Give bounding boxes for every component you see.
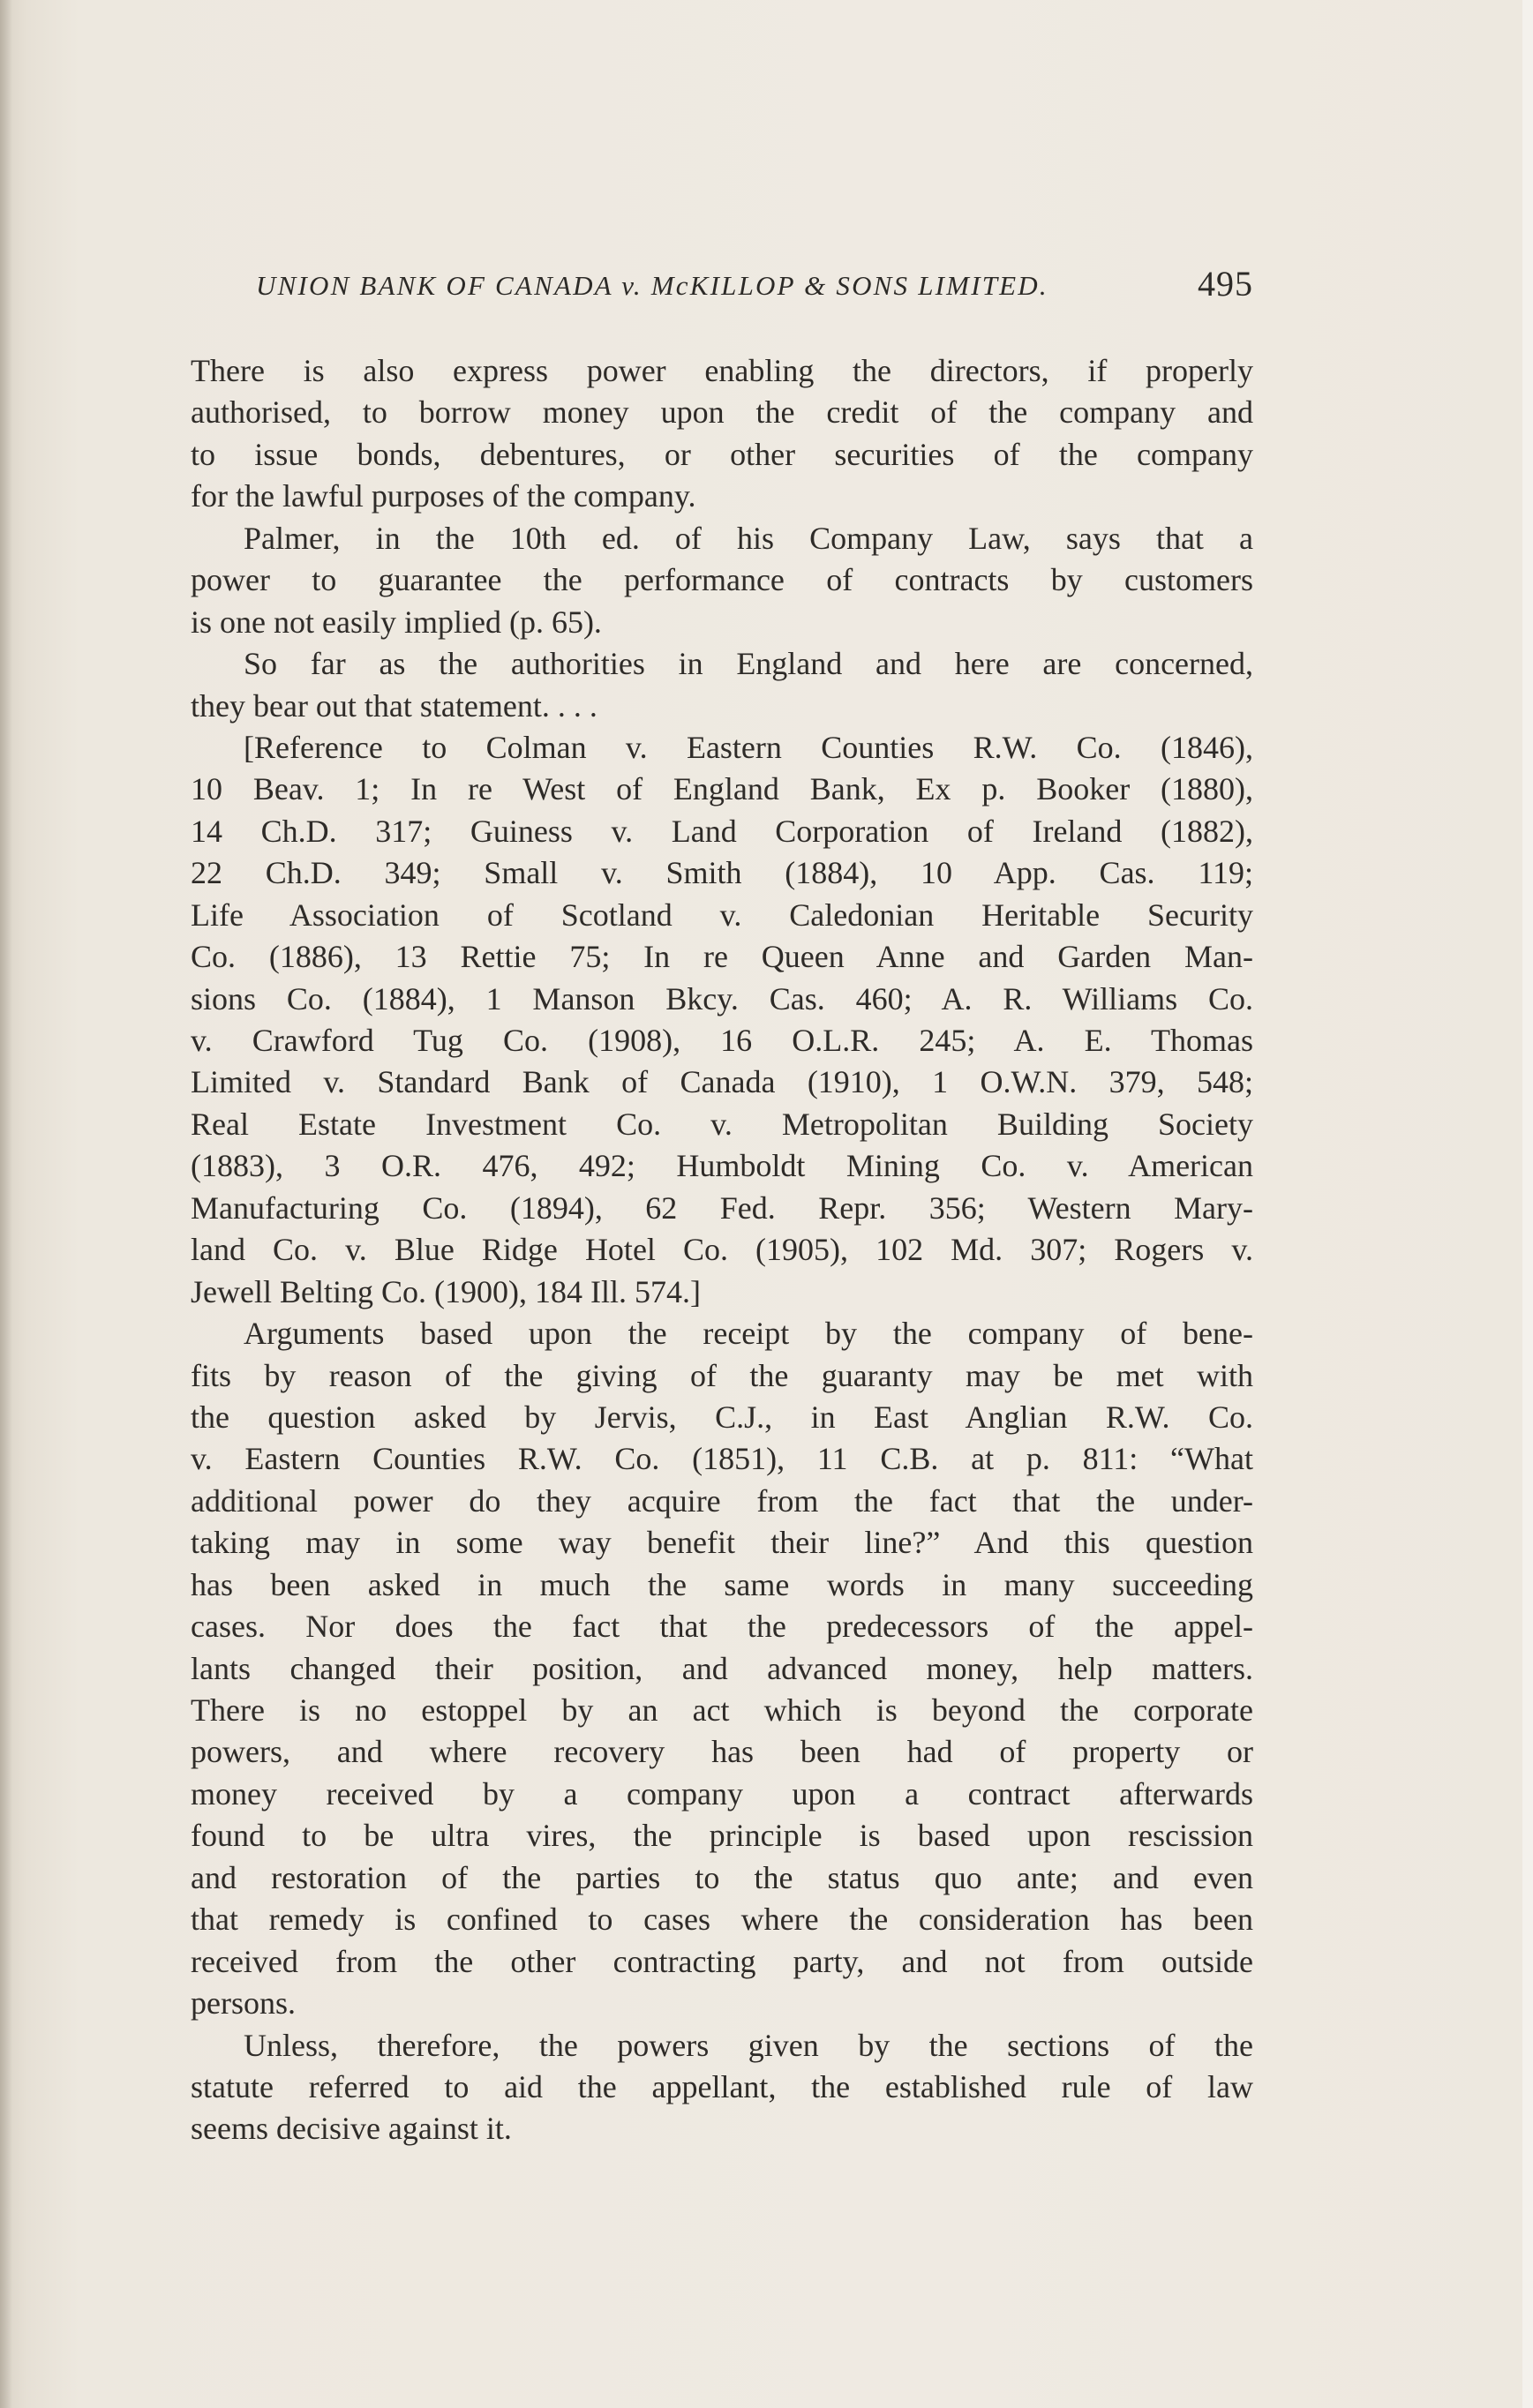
page-header xyxy=(256,263,1253,312)
text-line: v. Eastern Counties R.W. Co. (1851), 11 C.B. at p. 811: “What xyxy=(191,1441,1253,1477)
text-line: to issue bonds, debentures, or other securities of the company xyxy=(191,436,1253,472)
text-line: for the lawful purposes of the company. xyxy=(191,478,696,514)
text-line: Real Estate Investment Co. v. Metropolitan Building Society xyxy=(191,1106,1253,1142)
text-line: land Co. v. Blue Ridge Hotel Co. (1905), 102 Md. 307; Rogers v. xyxy=(191,1232,1253,1268)
text-line: they bear out that statement. . . . xyxy=(191,687,597,724)
text-line: So far as the authorities in England and here are concerned, xyxy=(244,646,1253,682)
paragraph-2 xyxy=(191,518,1253,643)
paragraph-6 xyxy=(191,2025,1253,2150)
paragraph-3 xyxy=(191,643,1253,727)
text-line: is one not easily implied (p. 65). xyxy=(191,604,602,640)
text-line: Unless, therefore, the powers given by the sections of the xyxy=(244,2027,1253,2063)
text-line: Co. (1886), 13 Rettie 75; In re Queen Anne and Garden Man- xyxy=(191,939,1253,975)
text-line: Palmer, in the 10th ed. of his Company Law, says that a xyxy=(244,520,1253,556)
text-line: power to guarantee the performance of contracts by customers xyxy=(191,562,1253,598)
text-line: 14 Ch.D. 317; Guiness v. Land Corporation of Ireland (1882), xyxy=(191,813,1253,849)
text-line: additional power do they acquire from the fact that the under- xyxy=(191,1482,1253,1519)
running-head: UNION BANK OF CANADA v. McKILLOP & SONS LIMITED. xyxy=(256,270,1048,301)
paragraph-4-references xyxy=(191,727,1253,1313)
text-line: received from the other contracting party, and not from outside xyxy=(191,1943,1253,1979)
text-line: powers, and where recovery has been had of property or xyxy=(191,1734,1253,1770)
text-line: Life Association of Scotland v. Caledonian Heritable Security xyxy=(191,896,1253,933)
spine-shadow xyxy=(0,0,12,2408)
text-line: cases. Nor does the fact that the predecessors of the appel- xyxy=(191,1609,1253,1645)
text-line: Jewell Belting Co. (1900), 184 Ill. 574.] xyxy=(191,1273,701,1309)
page-edge xyxy=(1522,0,1533,2408)
text-line: Arguments based upon the receipt by the company of bene- xyxy=(244,1316,1253,1352)
text-line: money received by a company upon a contract afterwards xyxy=(191,1775,1253,1812)
text-line: has been asked in much the same words in many succeeding xyxy=(191,1566,1253,1602)
text-line: [Reference to Colman v. Eastern Counties R.W. Co. (1846), xyxy=(244,729,1253,765)
text-line: 10 Beav. 1; In re West of England Bank, Ex p. Booker (1880), xyxy=(191,771,1253,807)
text-line: and restoration of the parties to the status quo ante; and even xyxy=(191,1859,1253,1895)
text-line: lants changed their position, and advanced money, help matters. xyxy=(191,1650,1253,1686)
text-line: the question asked by Jervis, C.J., in East Anglian R.W. Co. xyxy=(191,1399,1253,1435)
text-line: persons. xyxy=(191,1985,296,2022)
text-line: (1883), 3 O.R. 476, 492; Humboldt Mining Co. v. American xyxy=(191,1148,1253,1184)
text-line: v. Crawford Tug Co. (1908), 16 O.L.R. 245; A. E. Thomas xyxy=(191,1023,1253,1058)
text-line: statute referred to aid the appellant, the established rule of law xyxy=(191,2068,1253,2104)
text-line: authorised, to borrow money upon the credit of the company and xyxy=(191,394,1253,431)
text-line: There is also express power enabling the directors, if properly xyxy=(191,353,1253,388)
text-line: Limited v. Standard Bank of Canada (1910), 1 O.W.N. 379, 548; xyxy=(191,1064,1253,1100)
text-line: seems decisive against it. xyxy=(191,2111,512,2147)
text-line: that remedy is confined to cases where the consideration has been xyxy=(191,1902,1253,1938)
text-line: taking may in some way benefit their line?” And this question xyxy=(191,1525,1253,1561)
paragraph-1 xyxy=(191,350,1253,518)
text-line: fits by reason of the giving of the guaranty may be met with xyxy=(191,1357,1253,1393)
body-text xyxy=(191,350,1253,2150)
text-line: There is no estoppel by an act which is beyond the corporate xyxy=(191,1692,1253,1728)
paragraph-5 xyxy=(191,1313,1253,2024)
text-line: found to be ultra vires, the principle is based upon rescission xyxy=(191,1818,1253,1854)
text-line: sions Co. (1884), 1 Manson Bkcy. Cas. 460; A. R. Williams Co. xyxy=(191,980,1253,1016)
text-line: 22 Ch.D. 349; Small v. Smith (1884), 10 App. Cas. 119; xyxy=(191,855,1253,891)
page-number: 495 xyxy=(1198,264,1253,304)
text-line: Manufacturing Co. (1894), 62 Fed. Repr. 356; Western Mary- xyxy=(191,1189,1253,1226)
